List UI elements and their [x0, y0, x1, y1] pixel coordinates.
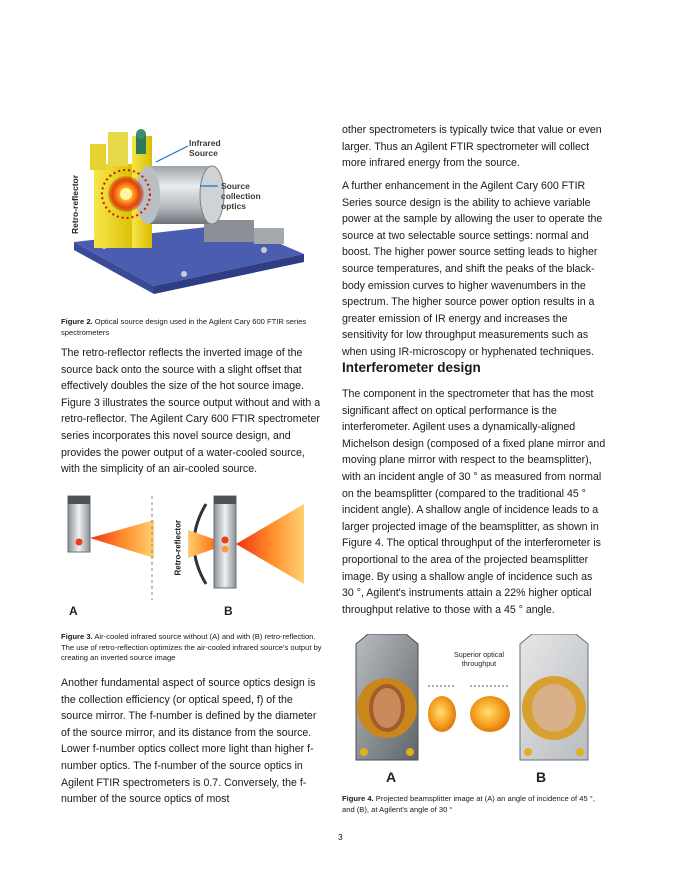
right-paragraph-1: other spectrometers is typically twice that value or even larger. Thus an Agilent FTIR spectrometer will collect more infrared energy from the source.	[342, 124, 602, 170]
figure-2-caption-text: Optical source design used in the Agilent Cary 600 FTIR series spectrometers	[61, 317, 307, 337]
right-paragraph-3: The component in the spectrometer that has the most significant affect on optical performance is the interferometer. Agilent uses a dynamically-aligned Michelson design (composed of a fixed plane mirror and moving plane mirror with respect to the beamsplitter), with an incident angle of 30 ° as measured from normal on the beamsplitter (compared to the traditional 45 ° incident angle). A shallow angle of incidence leads to a larger projected image of the beamsplitter, as shown in Figure 4. The optical throughput of the interferometer is proportional to the area of the projected beamsplitter image. By using a shallow angle of incidence such as 30 °, Agilent's instruments attain a 22% higher optical throughput relative to those with a 45 ° angle.	[342, 388, 606, 616]
label-source-optics: Source collection optics	[221, 181, 261, 211]
retro-reflector-comparison-drawing	[64, 492, 308, 622]
left-paragraph-1: The retro-reflector reflects the inverted image of the source back onto the source with a slight offset that effectively doubles the size of the hot source image. Figure 3 illustrates the source output without and with a retro-reflector. The Agilent Cary 600 FTIR spectrometer series incorporates this novel source design, and provides the power output of a water-cooled source, with the simplicity of an air-cooled source.	[61, 347, 321, 476]
figure-4-label-a: A	[386, 769, 397, 785]
right-paragraph-2: A further enhancement in the Agilent Cary 600 FTIR Series source design is the ability to achieve variable power at the sample by allowing the user to operate the source at two selectable source settings: normal and boost. The higher power source setting leads to higher source temperatures, and shift the peaks of the black-body emission curves to higher wavenumbers in the spectrum. The higher source power option results in a greater emission of IR energy and increases the sensitivity for low throughput measurements such as when using IR-microscopy or hyphenated techniques.	[342, 180, 603, 358]
page-number: 3	[338, 832, 343, 842]
figure-3-illustration	[64, 492, 308, 622]
figure-2-caption	[61, 317, 321, 338]
figure-4-caption-text: Projected beamsplitter image at (A) an angle of incidence of 45 °, and (B), at Agilent's angle of 30 °	[342, 794, 595, 814]
figure-4-illustration	[350, 634, 606, 786]
figure-3-caption-prefix: Figure 3.	[61, 632, 93, 641]
figure-3-label-b: B	[224, 604, 233, 618]
figure-3-caption-text: Air-cooled infrared source without (A) and with (B) retro-reflection. The use of retro-reflection optimizes the air-cooled infrared source's output by creating an inverted source image	[61, 632, 322, 662]
label-infrared-source: Infrared Source	[189, 138, 221, 158]
figure-4-superior-label: Superior optical throughput	[454, 650, 504, 668]
figure-3-caption	[61, 632, 323, 664]
figure-4-label-b: B	[536, 769, 547, 785]
figure-4-caption-prefix: Figure 4.	[342, 794, 374, 803]
figure-2-illustration	[64, 124, 314, 299]
label-retro-reflector: Retro-reflector	[70, 174, 80, 234]
figure-2-caption-prefix: Figure 2.	[61, 317, 93, 326]
section-heading-interferometer: Interferometer design	[342, 360, 481, 375]
figure-3-retro-reflector-label: Retro-reflector	[173, 519, 183, 576]
left-paragraph-2: Another fundamental aspect of source optics design is the collection efficiency (or optical speed, f) of the source mirror. The f-number is defined by the diameter of the source mirror, and its distance from the source. Lower f-number optics collect more light than higher f-number optics. The f-number of the source optics in Agilent FTIR spectrometers is 0.7. Conversely, the f-number of the source optics of most	[61, 677, 317, 806]
figure-4-caption	[342, 794, 606, 815]
figure-3-label-a: A	[69, 604, 78, 618]
